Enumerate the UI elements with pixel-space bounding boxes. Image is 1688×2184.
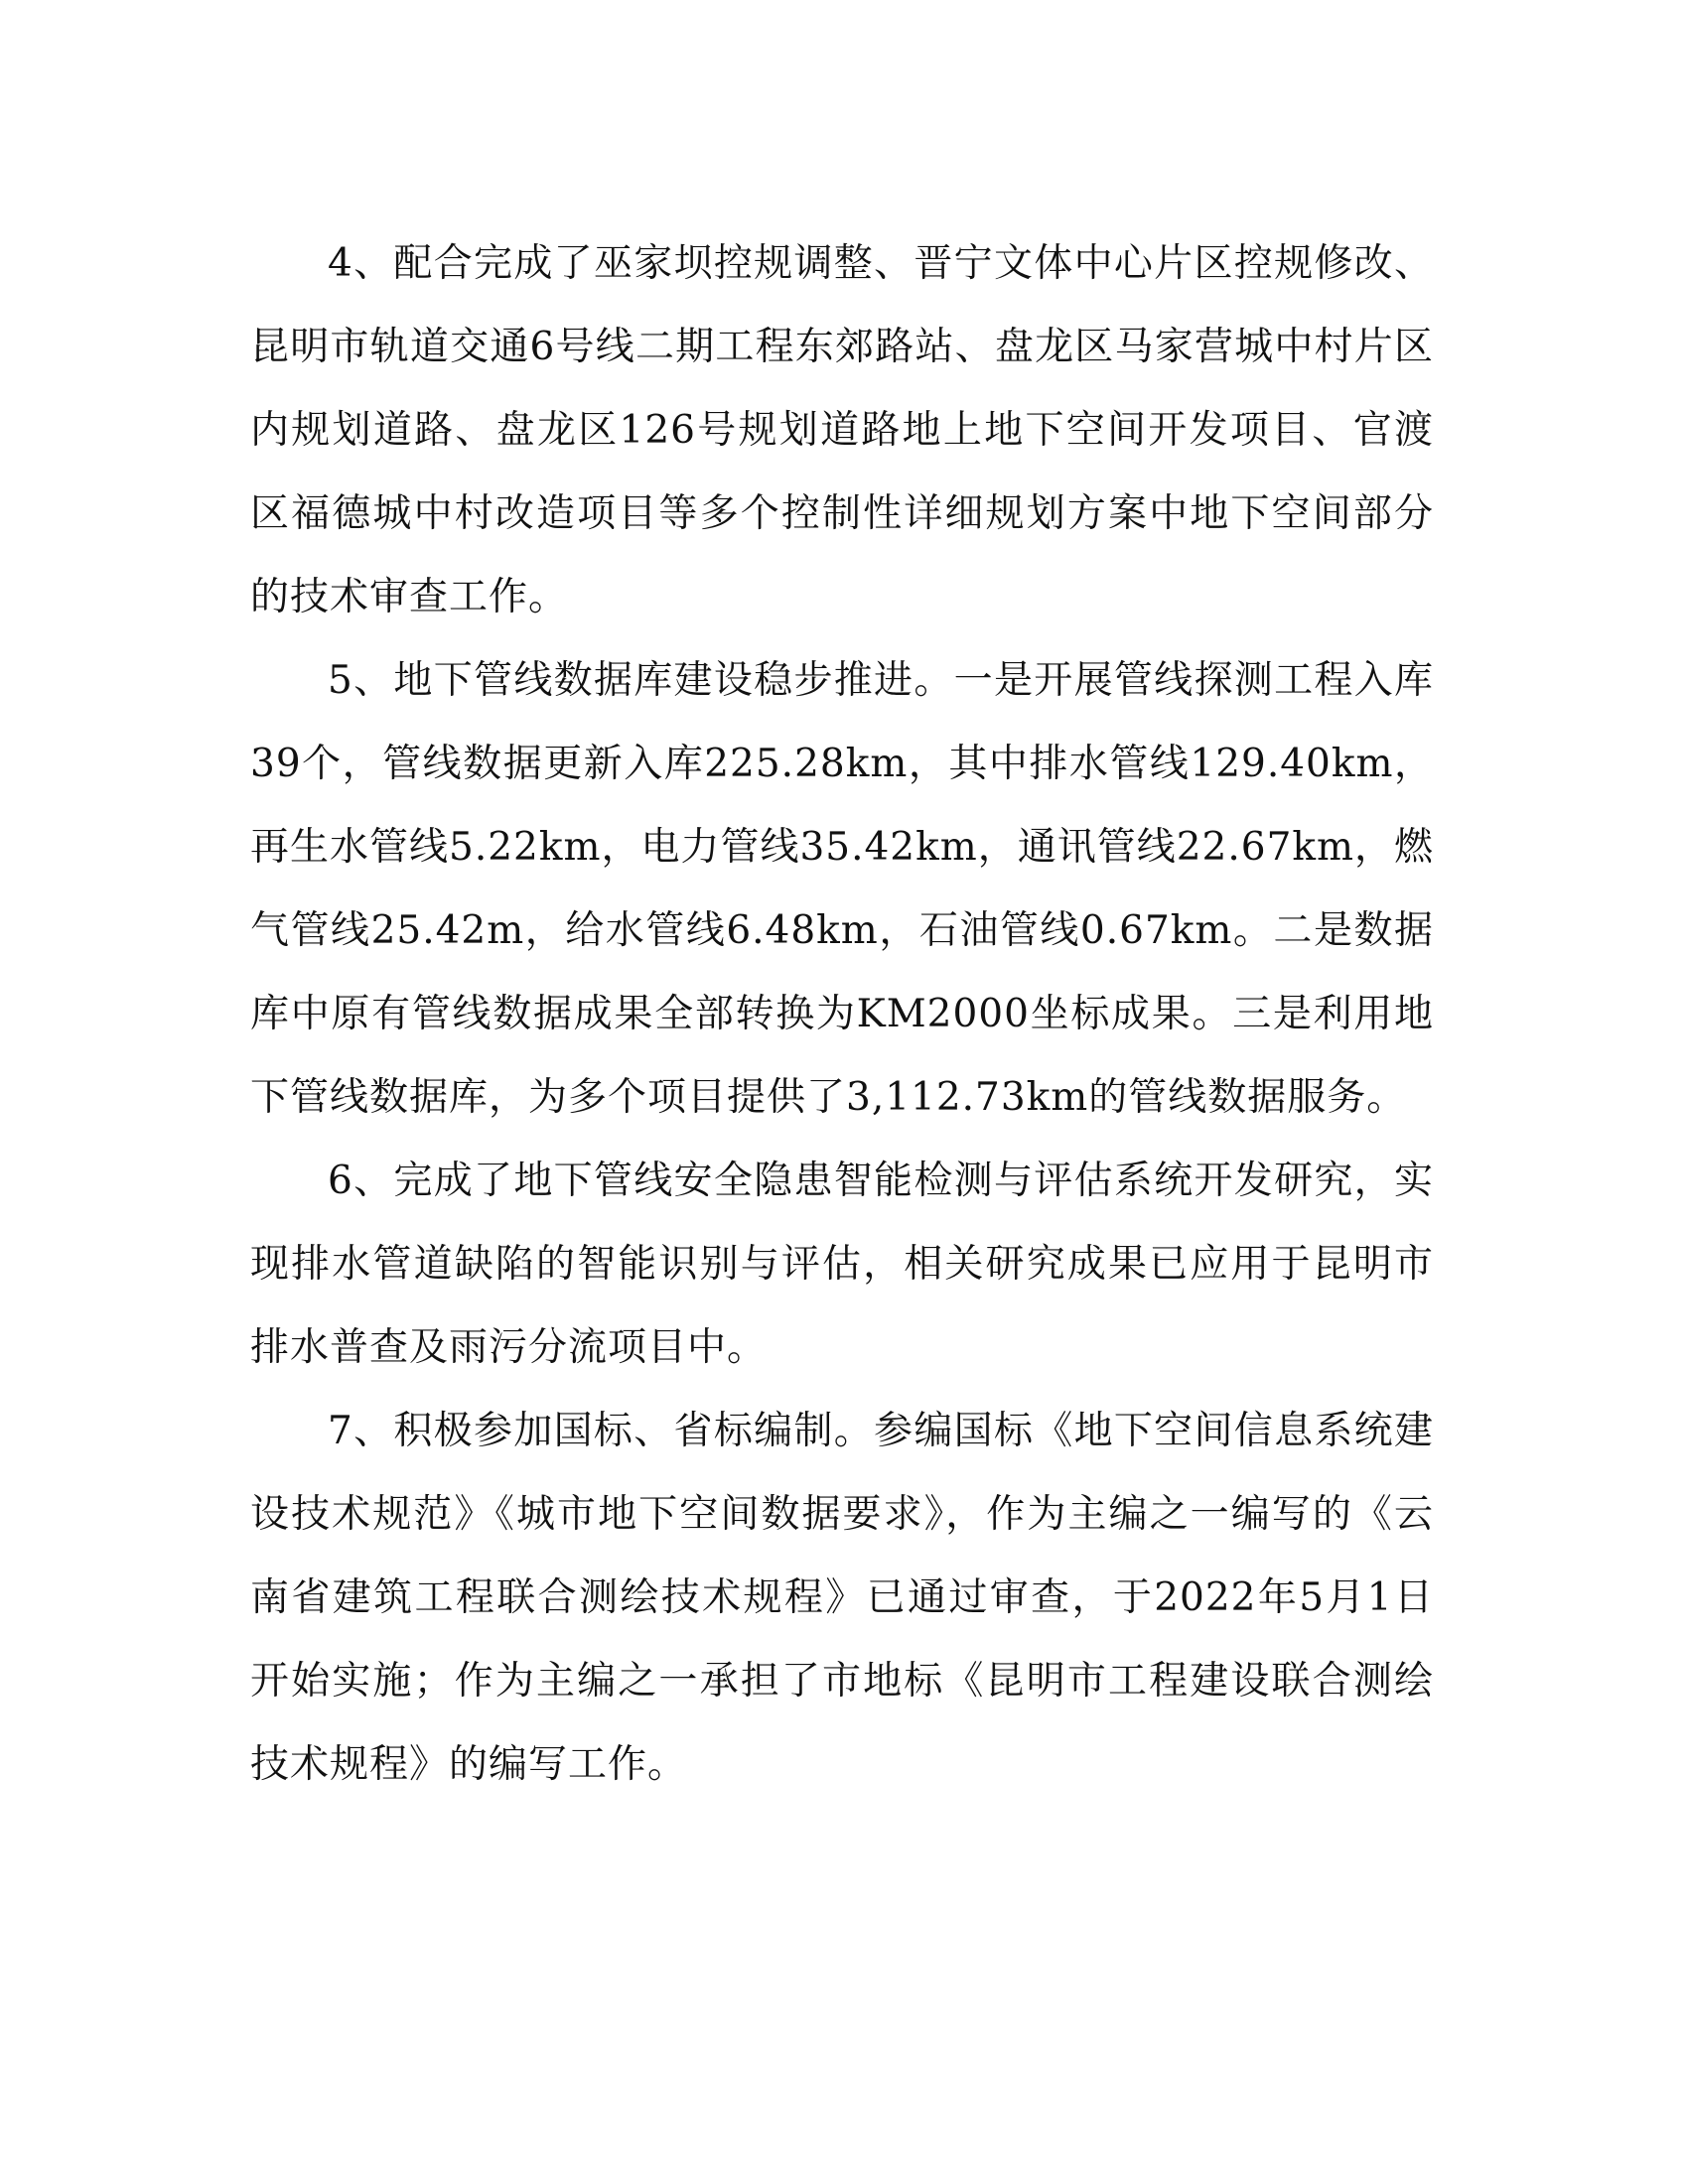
paragraph-6: 6、完成了地下管线安全隐患智能检测与评估系统开发研究，实现排水管道缺陷的智能识别与评估，相关研究成果已应用于昆明市排水普查及雨污分流项目中。 (250, 1159, 1434, 1370)
document-body (250, 222, 1434, 1807)
paragraph-7: 7、积极参加国标、省标编制。参编国标《地下空间信息系统建设技术规范》《城市地下空间数据要求》，作为主编之一编写的《云南省建筑工程联合测绘技术规程》已通过审查，于2022年5月1日开始实施；作为主编之一承担了市地标《昆明市工程建设联合测绘技术规程》的编写工作。 (250, 1409, 1434, 1787)
paragraph-4: 4、配合完成了巫家坝控规调整、晋宁文体中心片区控规修改、昆明市轨道交通6号线二期工程东郊路站、盘龙区马家营城中村片区内规划道路、盘龙区126号规划道路地上地下空间开发项目、官渡区福德城中村改造项目等多个控制性详细规划方案中地下空间部分的技术审查工作。 (250, 241, 1434, 619)
paragraph-5: 5、地下管线数据库建设稳步推进。一是开展管线探测工程入库39个，管线数据更新入库225.28km，其中排水管线129.40km，再生水管线5.22km，电力管线35.42km，通讯管线22.67km，燃气管线25.42m，给水管线6.48km，石油管线0.67km。二是数据库中原有管线数据成果全部转换为KM2000坐标成果。三是利用地下管线数据库，为多个项目提供了3,112.73km的管线数据服务。 (250, 658, 1434, 1120)
